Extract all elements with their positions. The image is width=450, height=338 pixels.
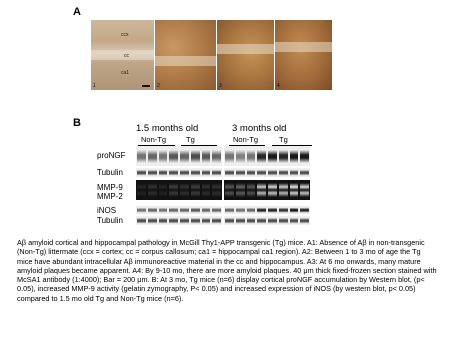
blot-band (268, 216, 277, 225)
blot-band (137, 206, 146, 214)
blot-band (159, 206, 168, 214)
blot-band (290, 216, 299, 225)
blot-band (137, 146, 146, 166)
panel-b-label: B (73, 117, 81, 129)
ca1-label: ca1 (121, 70, 130, 76)
blot-band (247, 146, 256, 166)
blot-band (137, 180, 146, 200)
blot-band (247, 206, 256, 214)
blot-band (191, 146, 200, 166)
corpus-callosum-band (217, 44, 274, 54)
blot-band (202, 206, 211, 214)
blot-strip (224, 146, 310, 166)
corpus-callosum-band (155, 56, 216, 66)
blot-band (137, 216, 146, 225)
blot-band (180, 206, 189, 214)
micrograph-4 (275, 20, 332, 90)
micrograph-number: 3 (219, 83, 222, 89)
blot-band (137, 168, 146, 177)
blot-strip (224, 206, 310, 214)
blot-band (236, 146, 245, 166)
blot-band (257, 216, 266, 225)
micrograph-number: 2 (157, 83, 160, 89)
micrograph-1 (91, 20, 154, 90)
blot-band (212, 146, 221, 166)
group-title-3-months: 3 months old (232, 123, 287, 134)
blot-band (300, 206, 309, 214)
blot-band (191, 180, 200, 200)
blot-band (257, 206, 266, 214)
blot-band (225, 180, 234, 200)
blot-row-label: Tubulin (97, 216, 123, 225)
subgroup-label: Non-Tg (233, 135, 259, 144)
blot-band (202, 168, 211, 177)
blot-band (290, 146, 299, 166)
blot-strip (136, 168, 222, 177)
blot-band (279, 206, 288, 214)
blot-band (236, 180, 245, 200)
blot-strip (224, 216, 310, 225)
subgroup-label: Tg (279, 135, 288, 144)
blot-band (191, 206, 200, 214)
blot-band (236, 216, 245, 225)
blot-band (300, 146, 309, 166)
blot-band (225, 206, 234, 214)
blot-band (180, 146, 189, 166)
micrograph-number: 4 (277, 83, 280, 89)
cc-label: cc (124, 53, 129, 59)
corpus-callosum-band (275, 42, 332, 52)
blot-strip (136, 180, 222, 200)
blot-band (191, 216, 200, 225)
blot-band (279, 168, 288, 177)
blot-band (225, 216, 234, 225)
blot-band (257, 146, 266, 166)
blot-band (268, 168, 277, 177)
blot-band (279, 146, 288, 166)
blot-band (148, 206, 157, 214)
blot-band (202, 146, 211, 166)
blot-band (169, 168, 178, 177)
blot-band (148, 216, 157, 225)
blot-band (180, 168, 189, 177)
blot-band (225, 146, 234, 166)
blot-band (159, 216, 168, 225)
blot-band (257, 168, 266, 177)
micrograph-2 (155, 20, 216, 90)
blot-band (148, 146, 157, 166)
blot-strip (136, 216, 222, 225)
ccx-label: ccx (121, 32, 129, 38)
panel-a-label: A (73, 6, 81, 18)
blot-band (212, 168, 221, 177)
blot-band (300, 216, 309, 225)
blot-band (212, 216, 221, 225)
blot-band (169, 146, 178, 166)
subgroup-label: Tg (186, 135, 195, 144)
blot-band (257, 180, 266, 200)
blot-band (159, 146, 168, 166)
blot-band (300, 180, 309, 200)
blot-band (148, 180, 157, 200)
blot-band (300, 168, 309, 177)
blot-band (180, 216, 189, 225)
blot-row-label: Tubulin (97, 168, 123, 177)
figure-caption: Aβ amyloid cortical and hippocampal pathology in McGill Thy1-APP transgenic (Tg) mice. A1: Absence of Aβ in non-transgenic (Non-Tg) littermate (ccx = cortex; cc = corpus callosum; ca1 = hippocampal ca1 region). A2: Between 1 to 3 mo of age the Tg mice have abundant intracellular Aβ immunoreactive material in the cc and hippocampus. A3: At 6 mo onwards, many mature amyloid plaques became apparent. A4: By 9-10 mo, there are more amyloid plaques. 40 μm thick fixed-frozen section stained with McSA1 antibody (1:4000); Bar = 200 μm. B: At 3 mo, Tg mice (n=6) display cortical proNGF accumulation by Western blot, (p< 0.05), increased MMP-9 activity (gelatin zymography, P< 0.05) and increased expression of iNOS (by western blot, p< 0.05) compared to 1.5 mo old Tg and Non-Tg mice (n=6). (17, 238, 437, 303)
blot-band (279, 180, 288, 200)
blot-band (290, 168, 299, 177)
blot-band (212, 180, 221, 200)
blot-band (236, 168, 245, 177)
blot-band (202, 216, 211, 225)
blot-band (212, 206, 221, 214)
blot-strip (224, 168, 310, 177)
micrograph-3 (217, 20, 274, 90)
blot-band (169, 180, 178, 200)
blot-row-label: proNGF (97, 151, 126, 160)
blot-band (290, 206, 299, 214)
blot-band (268, 146, 277, 166)
blot-band (159, 180, 168, 200)
blot-strip (224, 180, 310, 200)
group-title-1-5-months: 1.5 months old (136, 123, 199, 134)
blot-band (279, 216, 288, 225)
blot-strip (136, 206, 222, 214)
blot-band (225, 168, 234, 177)
blot-band (247, 180, 256, 200)
blot-row-label: MMP-9 MMP-2 (97, 183, 123, 201)
blot-row-label: iNOS (97, 206, 117, 215)
corpus-callosum-band (91, 50, 154, 60)
blot-band (247, 168, 256, 177)
blot-band (159, 168, 168, 177)
blot-band (169, 216, 178, 225)
blot-band (148, 168, 157, 177)
blot-strip (136, 146, 222, 166)
blot-band (236, 206, 245, 214)
blot-band (180, 180, 189, 200)
blot-band (202, 180, 211, 200)
blot-band (247, 216, 256, 225)
blot-band (191, 168, 200, 177)
blot-band (169, 206, 178, 214)
blot-band (290, 180, 299, 200)
blot-band (268, 206, 277, 214)
scale-bar (142, 85, 150, 87)
blot-band (268, 180, 277, 200)
subgroup-label: Non-Tg (141, 135, 167, 144)
micrograph-number: 1 (93, 83, 96, 89)
